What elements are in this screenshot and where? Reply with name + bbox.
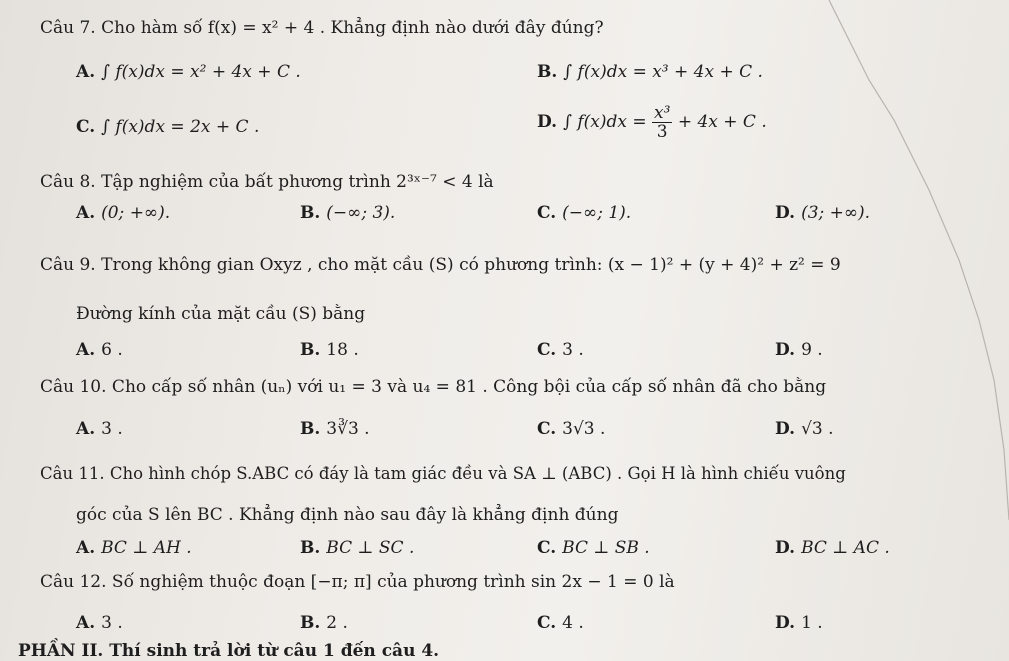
- q12-option-a[interactable]: A. 3 .: [76, 613, 123, 633]
- q7-stem: Câu 7. Cho hàm số f(x) = x² + 4 . Khẳng định nào dưới đây đúng?: [40, 18, 604, 38]
- q11-option-d[interactable]: D. BC ⊥ AC .: [775, 538, 890, 558]
- q9-option-d[interactable]: D. 9 .: [775, 340, 823, 360]
- q11-stem-line2: góc của S lên BC . Khẳng định nào sau đây là khẳng định đúng: [76, 505, 619, 525]
- q8-stem: Câu 8. Tập nghiệm của bất phương trình 2³ˣ⁻⁷ < 4 là: [40, 172, 494, 192]
- q7-option-a[interactable]: A. ∫ f(x)dx = x² + 4x + C .: [76, 62, 301, 82]
- q10-option-b[interactable]: B. 3∛3 .: [300, 419, 370, 439]
- q11-option-c[interactable]: C. BC ⊥ SB .: [537, 538, 650, 558]
- q11-stem: Câu 11. Cho hình chóp S.ABC có đáy là tam giác đều và SA ⊥ (ABC) . Gọi H là hình chiếu vuông: [40, 464, 846, 483]
- q8-option-a[interactable]: A. (0; +∞).: [76, 203, 171, 223]
- q12-option-d[interactable]: D. 1 .: [775, 613, 823, 633]
- q12-option-c[interactable]: C. 4 .: [537, 613, 584, 633]
- section-2-heading: PHẦN II. Thí sinh trả lời từ câu 1 đến câu 4.: [18, 641, 440, 661]
- q10-stem: Câu 10. Cho cấp số nhân (uₙ) với u₁ = 3 và u₄ = 81 . Công bội của cấp số nhân đã cho bằng: [40, 377, 827, 397]
- q12-stem: Câu 12. Số nghiệm thuộc đoạn [−π; π] của phương trình sin 2x − 1 = 0 là: [40, 572, 675, 592]
- q7-option-b[interactable]: B. ∫ f(x)dx = x³ + 4x + C .: [537, 62, 763, 82]
- q9-option-b[interactable]: B. 18 .: [300, 340, 359, 360]
- q7-option-d[interactable]: D. ∫ f(x)dx = $\frac{\text{x³}}{3}$ + 4x + C .: [537, 103, 767, 142]
- q8-option-c[interactable]: C. (−∞; 1).: [537, 203, 632, 223]
- q11-option-b[interactable]: B. BC ⊥ SC .: [300, 538, 415, 558]
- q7-option-c[interactable]: C. ∫ f(x)dx = 2x + C .: [76, 117, 260, 137]
- q9-stem-line2: Đường kính của mặt cầu (S) bằng: [76, 304, 366, 324]
- q9-option-c[interactable]: C. 3 .: [537, 340, 584, 360]
- q9-stem: Câu 9. Trong không gian Oxyz , cho mặt cầu (S) có phương trình: (x − 1)² + (y + 4)² + z² = 9: [40, 255, 841, 275]
- q10-option-d[interactable]: D. √3 .: [775, 419, 834, 439]
- q9-option-a[interactable]: A. 6 .: [76, 340, 123, 360]
- q10-option-c[interactable]: C. 3√3 .: [537, 419, 606, 439]
- q10-option-a[interactable]: A. 3 .: [76, 419, 123, 439]
- q8-option-d[interactable]: D. (3; +∞).: [775, 203, 871, 223]
- q11-option-a[interactable]: A. BC ⊥ AH .: [76, 538, 192, 558]
- q8-option-b[interactable]: B. (−∞; 3).: [300, 203, 396, 223]
- q12-option-b[interactable]: B. 2 .: [300, 613, 348, 633]
- q7-d-fraction: $\frac{\text{x³}}{3}$: [654, 103, 671, 142]
